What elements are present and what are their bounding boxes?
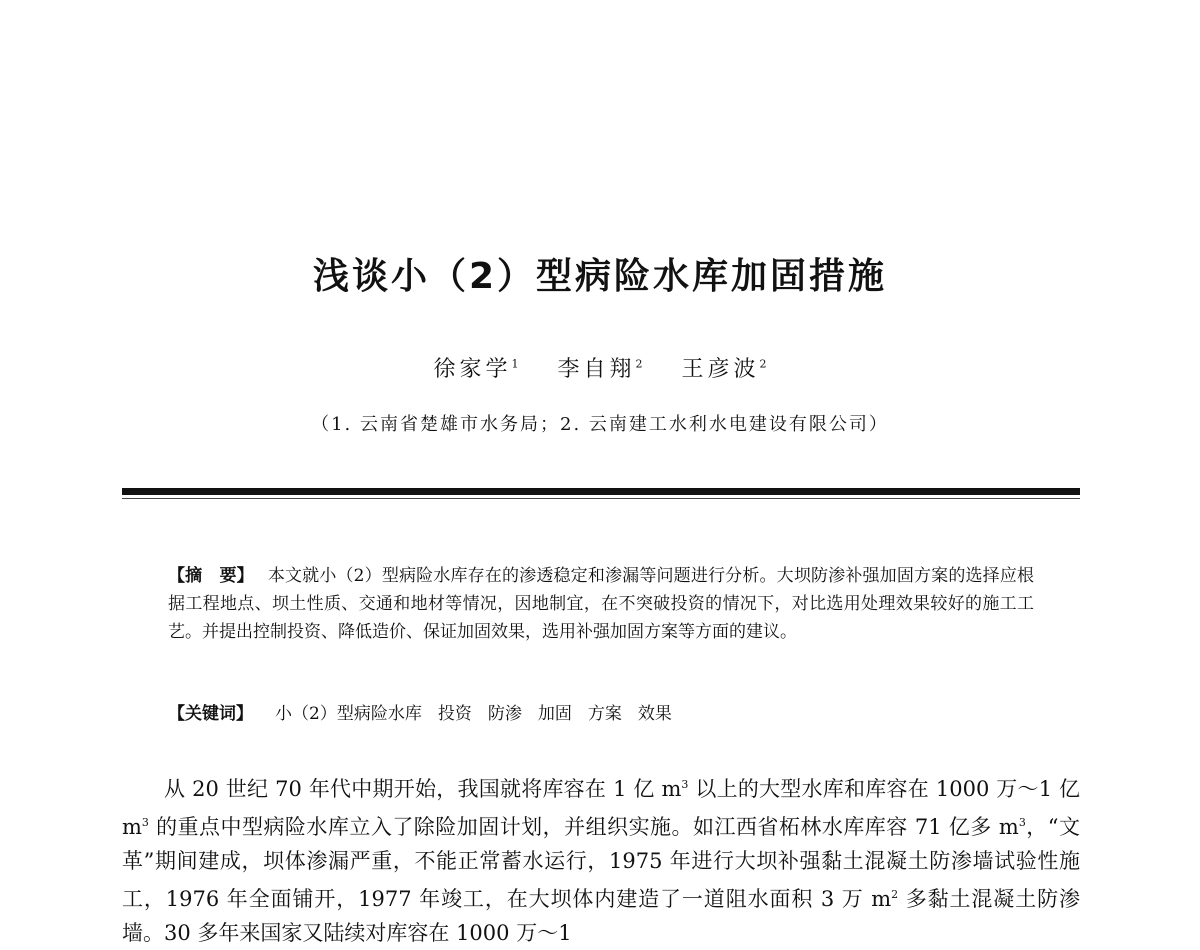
header-divider-thick bbox=[122, 488, 1080, 495]
author-affiliation-mark: 2 bbox=[759, 357, 767, 371]
header-divider-thin bbox=[122, 498, 1080, 499]
author-name: 李自翔 bbox=[557, 357, 636, 382]
body-text-segment: ，“文革”期间建成，坝体渗漏严重，不能正常蓄水运行，1975 年进行大坝补强黏土混凝土防渗墙试验性施工，1976 年全面铺开，1977 年竣工，在大坝体内建造了一道阻水面积 3 万 m bbox=[122, 815, 1080, 911]
author-list bbox=[0, 352, 1200, 383]
abstract-label: 【摘 要】 bbox=[168, 566, 254, 586]
keywords bbox=[168, 700, 1034, 728]
keywords-label: 【关键词】 bbox=[168, 704, 253, 724]
keyword: 小（2）型病险水库 bbox=[275, 704, 422, 724]
superscript: 2 bbox=[891, 888, 899, 901]
author bbox=[557, 357, 642, 382]
abstract bbox=[168, 562, 1034, 646]
body-paragraph bbox=[122, 768, 1080, 950]
author bbox=[433, 357, 518, 382]
paper-title: 浅谈小（2）型病险水库加固措施 bbox=[312, 256, 888, 297]
keyword: 防渗 bbox=[487, 704, 522, 724]
body-text-segment: 的重点中型病险水库立入了除险加固计划，并组织实施。如江西省柘林水库库容 71 亿多 m bbox=[148, 815, 1019, 839]
keyword: 效果 bbox=[637, 704, 672, 724]
author-name: 王彦波 bbox=[681, 357, 760, 382]
affiliation: （1. 云南省楚雄市水务局；2. 云南建工水利水电建设有限公司） bbox=[311, 414, 889, 435]
superscript: 3 bbox=[681, 778, 689, 791]
author bbox=[682, 357, 767, 382]
author-affiliation-mark: 2 bbox=[635, 357, 643, 371]
keyword: 投资 bbox=[437, 704, 472, 724]
keyword: 加固 bbox=[537, 704, 572, 724]
author-name: 徐家学 bbox=[433, 357, 512, 382]
superscript: 3 bbox=[141, 816, 149, 829]
superscript: 3 bbox=[1018, 816, 1026, 829]
abstract-text: 本文就小（2）型病险水库存在的渗透稳定和渗漏等问题进行分析。大坝防渗补强加固方案的选择应根据工程地点、坝土性质、交通和地材等情况，因地制宜，在不突破投资的情况下，对比选用处理效果较好的施工工艺。并提出控制投资、降低造价、保证加固效果，选用补强加固方案等方面的建议。 bbox=[168, 566, 1034, 642]
body-text-segment: 从 20 世纪 70 年代中期开始，我国就将库容在 1 亿 m bbox=[164, 777, 682, 801]
body-text-segment: 多黏土混凝土防渗墙。30 多年来国家又陆续对库容在 1000 万～1 bbox=[122, 887, 1080, 945]
author-affiliation-mark: 1 bbox=[511, 357, 519, 371]
keyword: 方案 bbox=[587, 704, 622, 724]
body-text-segment: 以上的大型水库和库容在 1000 万～1 亿 m bbox=[122, 777, 1080, 839]
